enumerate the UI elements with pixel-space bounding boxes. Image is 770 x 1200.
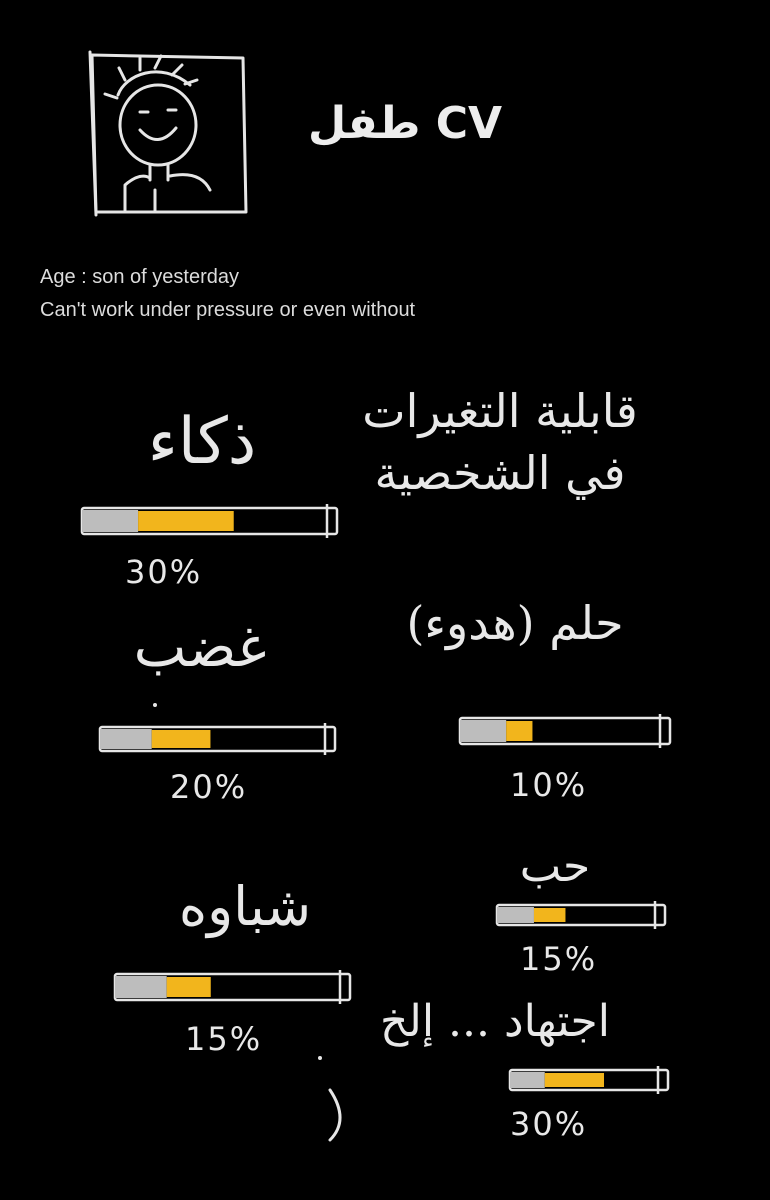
skill-percent-love: 15%	[520, 940, 598, 978]
skill-bar-fill	[534, 908, 566, 922]
skill-bar-ash	[115, 976, 167, 998]
skill-bar-calm	[460, 714, 670, 748]
skill-bar-ash	[497, 907, 534, 923]
skill-bar-fill	[545, 1073, 604, 1087]
skill-bar-anger	[100, 723, 335, 755]
skill-label-personality-change: قابلية التغيرات في الشخصية	[362, 384, 638, 501]
skill-percent-diligence: 30%	[510, 1105, 588, 1143]
skill-label-intelligence: ذكاء	[147, 405, 257, 479]
skill-bar-fill	[152, 730, 211, 748]
skill-percent-shabawa: 15%	[185, 1020, 263, 1058]
skill-bar-intelligence	[82, 504, 337, 538]
skill-bar-ash	[460, 720, 506, 742]
work-line: Can't work under pressure or even without	[40, 299, 416, 321]
skill-bar-fill	[506, 721, 532, 741]
skill-bar-ash	[100, 729, 152, 749]
skill-bar-love	[497, 901, 665, 929]
skill-label-calm: حلم (هدوء)	[406, 596, 624, 650]
skill-bar-ash	[510, 1072, 545, 1088]
skill-label-diligence: اجتهاد ... إلخ	[380, 996, 610, 1047]
page-title: طفل CV	[308, 98, 503, 149]
age-line: Age : son of yesterday	[40, 266, 240, 288]
skill-percent-intelligence: 30%	[125, 553, 203, 591]
skill-label-love: حب	[519, 841, 591, 892]
skill-label-anger: غضب	[133, 615, 267, 680]
skill-bar-shabawa	[115, 970, 350, 1004]
skill-label-shabawa: شباوه	[178, 875, 312, 938]
skill-percent-anger: 20%	[170, 768, 248, 806]
skill-bar-diligence	[510, 1066, 668, 1094]
skill-bar-fill	[167, 977, 211, 997]
skill-bar-fill	[138, 511, 234, 531]
skill-percent-calm: 10%	[510, 766, 588, 804]
skill-bar-ash	[82, 510, 138, 532]
